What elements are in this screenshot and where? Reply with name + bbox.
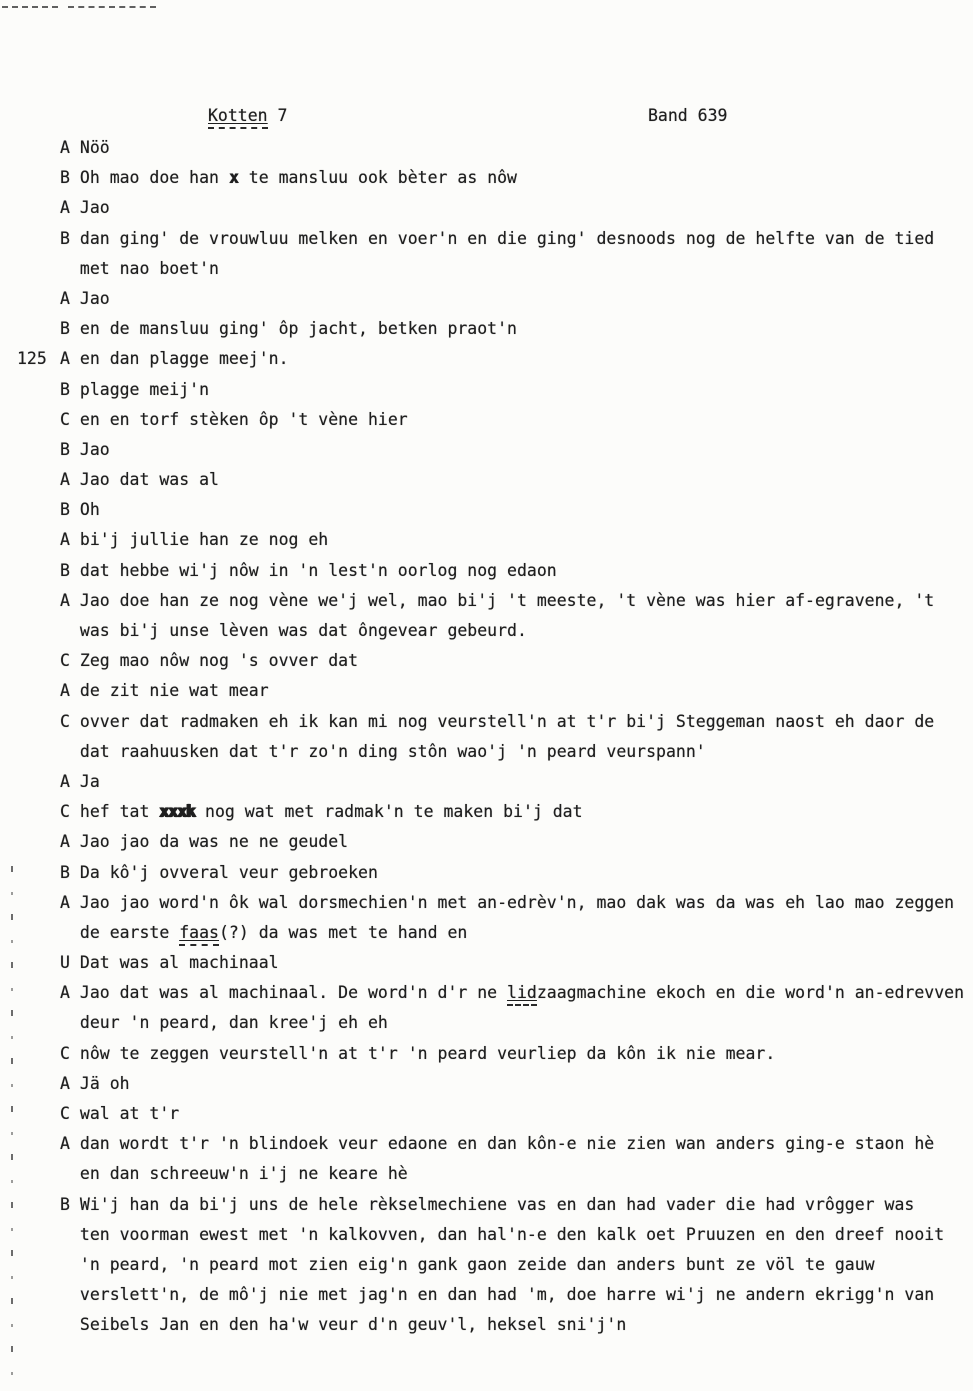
transcript-line — [60, 1159, 970, 1189]
top-margin-dash-mark — [68, 6, 156, 8]
line-text: dat hebbe wi'j nôw in 'n lest'n oorlog nog edaon — [79, 560, 557, 580]
line-text: Da kô'j ovveral veur gebroeken — [79, 862, 378, 882]
transcript-line — [60, 978, 970, 1008]
transcript-line — [60, 676, 970, 706]
line-text: dat raahuusken dat t'r zo'n ding stôn wao'j 'n peard veurspann' — [79, 741, 706, 761]
transcript-line — [60, 888, 970, 918]
line-text: en de mansluu ging' ôp jacht, betken praot'n — [79, 319, 517, 339]
line-text: Ja — [79, 771, 100, 791]
speaker-label: B — [60, 379, 70, 399]
speaker-label: B — [60, 168, 70, 188]
transcript-line — [60, 1190, 970, 1220]
transcript-line — [60, 133, 970, 163]
speaker-label: A — [60, 832, 70, 852]
transcript-line — [60, 646, 970, 676]
line-text: Jao — [79, 288, 110, 308]
transcript-line — [60, 767, 970, 797]
transcript-line — [60, 948, 970, 978]
transcript-line — [60, 1069, 970, 1099]
line-text: 'n peard, 'n peard mot zien eig'n gank gaon zeide dan anders bunt ze völ te gauw — [79, 1254, 875, 1274]
line-text: dan wordt t'r 'n blindoek veur edaone en dan kôn-e nie zien wan anders ging-e staon hè — [79, 1134, 935, 1154]
speaker-label: A — [60, 892, 70, 912]
transcript-line — [60, 193, 970, 223]
line-text: wal at t'r — [79, 1104, 180, 1123]
transcript-line — [60, 797, 970, 827]
transcript-line — [60, 1310, 970, 1340]
transcript-line — [60, 616, 970, 646]
line-text: Jao doe han ze nog vène we'j wel, mao bi'j 't meeste, 't vène was hier af-egravene, 't — [79, 590, 935, 610]
line-text: nôw te zeggen veurstell'n at t'r 'n peard veurliep da kôn ik nie mear. — [79, 1043, 776, 1063]
transcript-line — [60, 586, 970, 616]
transcript-line — [60, 1039, 970, 1069]
transcript-line — [60, 707, 970, 737]
page-title — [208, 105, 287, 127]
transcript-line — [60, 254, 970, 284]
line-text: Jao — [79, 198, 110, 218]
line-text: de zit nie wat mear — [79, 681, 269, 701]
line-text: Jao — [79, 439, 110, 459]
speaker-label: C — [60, 1043, 70, 1063]
speaker-label: A — [60, 1134, 70, 1154]
line-text: Seibels Jan en den ha'w veur d'n geuv'l, heksel sni'j'n — [79, 1315, 627, 1335]
line-text: bi'j jullie han ze nog eh — [79, 530, 329, 550]
line-text: verslett'n, de mô'j nie met jag'n en dan had 'm, doe harre wi'j ne andern ekrigg'n van — [79, 1285, 935, 1305]
transcript-line — [60, 465, 970, 495]
speaker-label: A — [60, 470, 70, 490]
speaker-label: B — [60, 228, 70, 248]
line-text: Jao dat was al — [79, 470, 219, 490]
line-text: Jao jao da was ne ne geudel — [79, 832, 349, 852]
line-text: Wi'j han da bi'j uns de hele rèkselmechiene vas en dan had vader die had vrôgger was — [79, 1194, 915, 1214]
transcript-line — [60, 525, 970, 555]
transcript — [17, 133, 970, 1341]
transcript-line — [60, 224, 970, 254]
transcript-line — [60, 1099, 970, 1129]
speaker-label: B — [60, 500, 70, 520]
speaker-label: A — [60, 590, 70, 610]
line-text: Jao jao word'n ôk wal dorsmechien'n met an-edrèv'n, mao dak was da was eh lao mao zeggen — [79, 892, 955, 912]
speaker-label: U — [60, 953, 70, 973]
speaker-label: C — [60, 409, 70, 429]
transcript-line — [60, 314, 970, 344]
band-label: Band 639 — [648, 106, 728, 125]
transcript-line — [60, 495, 970, 525]
transcript-line — [60, 556, 970, 586]
top-margin-dash-mark — [2, 6, 58, 8]
line-text: en en torf stèken ôp 't vène hier — [79, 409, 408, 429]
line-text: plagge meij'n — [79, 379, 210, 399]
line-text: Jao dat was al machinaal. De word'n d'r ne lidzaagmachine ekoch en die word'n an-edrevven — [80, 983, 964, 1006]
line-text: Nöö — [79, 138, 110, 157]
line-text: Oh — [79, 500, 100, 520]
margin-line-number: 125 — [17, 349, 47, 369]
speaker-label: C — [60, 802, 70, 822]
speaker-label: A — [60, 198, 70, 218]
line-text: hef tat xxxk nog wat met radmak'n te maken bi'j dat — [79, 802, 583, 822]
line-text: en dan plagge meej'n. — [79, 349, 289, 369]
speaker-label: A — [60, 771, 70, 791]
transcript-line — [60, 858, 970, 888]
left-margin-pencil-marks — [11, 866, 13, 1391]
transcript-line — [60, 918, 970, 948]
line-text: en dan schreeuw'n i'j ne keare hè — [79, 1164, 408, 1184]
transcript-line — [60, 1280, 970, 1310]
line-text: Jä oh — [79, 1073, 130, 1093]
transcript-line — [60, 375, 970, 405]
line-text: Dat was al machinaal — [79, 953, 279, 973]
speaker-label: A — [60, 530, 70, 550]
line-text: met nao boet'n — [79, 258, 219, 278]
transcript-line — [60, 1250, 970, 1280]
line-text: de earste faas(?) da was met te hand en — [80, 923, 467, 946]
transcript-line — [60, 435, 970, 465]
speaker-label: C — [60, 1104, 70, 1123]
speaker-label: A — [60, 1073, 70, 1093]
transcript-line — [17, 344, 970, 374]
speaker-label: A — [60, 288, 70, 308]
transcript-line — [60, 827, 970, 857]
transcript-line — [60, 737, 970, 767]
speaker-label: A — [60, 349, 70, 369]
transcript-line — [60, 1220, 970, 1250]
line-text: ten voorman ewest met 'n kalkovven, dan hal'n-e den kalk oet Pruuzen en den dreef nooit — [79, 1224, 945, 1244]
transcript-line — [60, 1008, 970, 1038]
speaker-label: C — [60, 651, 70, 671]
speaker-label: B — [60, 560, 70, 580]
transcript-line — [60, 163, 970, 193]
line-text: ovver dat radmaken eh ik kan mi nog veurstell'n at t'r bi'j Steggeman naost eh daor de — [79, 711, 935, 731]
line-text: Oh mao doe han x te mansluu ook bèter as nôw — [79, 168, 517, 188]
transcript-line — [60, 284, 970, 314]
page-title-underlined: Kotten — [208, 106, 268, 129]
speaker-label: A — [60, 983, 70, 1003]
speaker-label: B — [60, 319, 70, 339]
speaker-label: A — [60, 138, 70, 157]
page-title-number: 7 — [267, 106, 288, 125]
transcript-line — [60, 1129, 970, 1159]
speaker-label: C — [60, 711, 70, 731]
line-text: Zeg mao nôw nog 's ovver dat — [79, 651, 359, 671]
speaker-label: B — [60, 1194, 70, 1214]
speaker-label: B — [60, 439, 70, 459]
line-text: deur 'n peard, dan kree'j eh eh — [79, 1013, 388, 1033]
line-text: was bi'j unse lèven was dat ôngevear gebeurd. — [79, 621, 527, 640]
line-text: dan ging' de vrouwluu melken en voer'n en die ging' desnoods nog de helfte van de tied — [79, 228, 935, 248]
speaker-label: B — [60, 862, 70, 882]
speaker-label: A — [60, 681, 70, 701]
transcript-line — [60, 405, 970, 435]
